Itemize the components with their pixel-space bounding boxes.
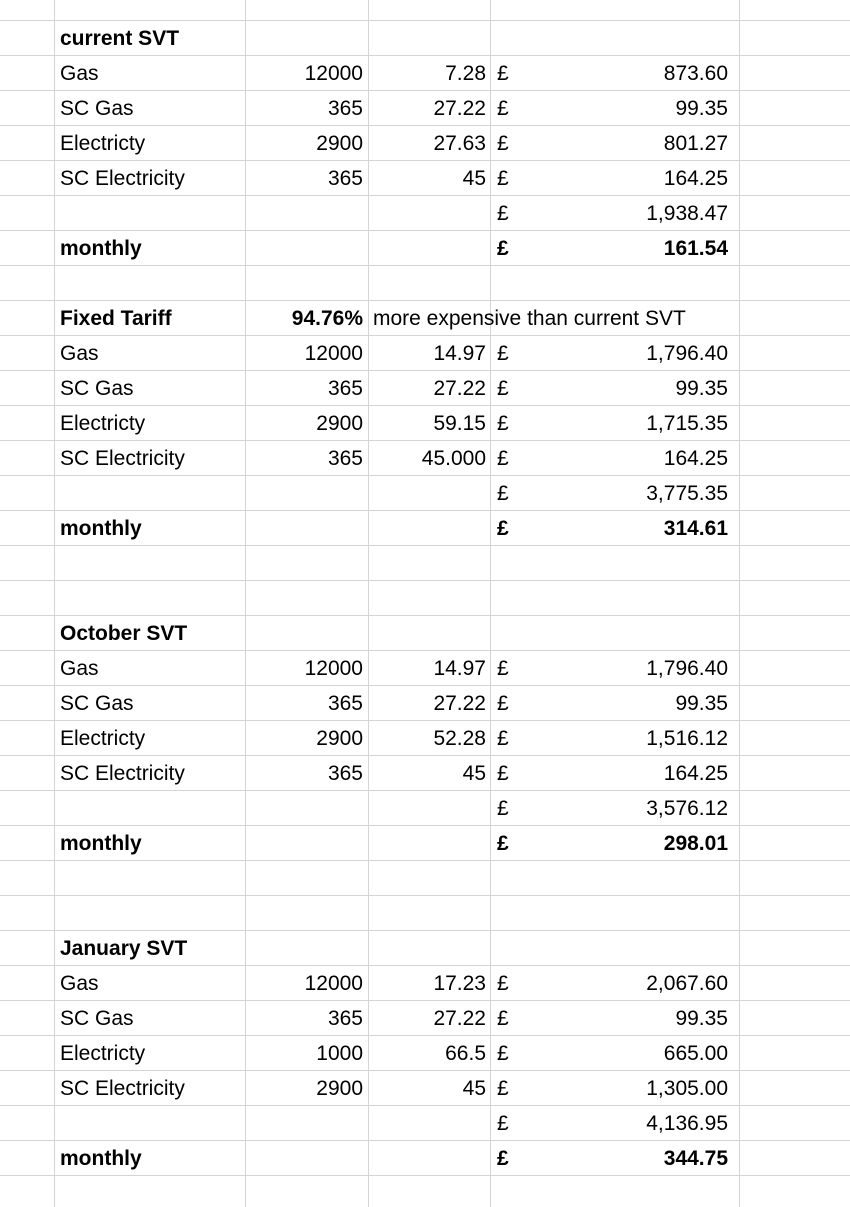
row-currency[interactable]: £: [497, 727, 509, 750]
row-rate[interactable]: 17.23: [433, 972, 486, 995]
monthly-amount[interactable]: 161.54: [663, 237, 728, 260]
row-currency[interactable]: £: [497, 1042, 509, 1065]
row-label[interactable]: Electricty: [60, 412, 146, 435]
row-label[interactable]: SC Electricity: [60, 1077, 185, 1100]
column-divider: [739, 0, 740, 1207]
row-quantity[interactable]: 2900: [316, 412, 363, 435]
total-amount[interactable]: 1,938.47: [646, 202, 728, 225]
row-quantity[interactable]: 12000: [304, 342, 363, 365]
row-divider: [0, 20, 850, 21]
section-title[interactable]: current SVT: [60, 27, 180, 50]
column-divider: [54, 0, 55, 1207]
row-currency[interactable]: £: [497, 62, 509, 85]
row-amount[interactable]: 873.60: [663, 62, 728, 85]
row-currency[interactable]: £: [497, 97, 509, 120]
row-currency[interactable]: £: [497, 342, 509, 365]
monthly-currency[interactable]: £: [497, 832, 509, 855]
row-label[interactable]: SC Gas: [60, 97, 134, 120]
row-rate[interactable]: 27.22: [433, 1007, 486, 1030]
monthly-amount[interactable]: 314.61: [663, 517, 728, 540]
row-amount[interactable]: 99.35: [675, 97, 728, 120]
row-amount[interactable]: 665.00: [663, 1042, 728, 1065]
row-quantity[interactable]: 12000: [304, 657, 363, 680]
row-currency[interactable]: £: [497, 657, 509, 680]
row-currency[interactable]: £: [497, 447, 509, 470]
row-amount[interactable]: 99.35: [675, 377, 728, 400]
total-amount[interactable]: 4,136.95: [646, 1112, 728, 1135]
row-label[interactable]: SC Electricity: [60, 447, 185, 470]
row-rate[interactable]: 27.22: [433, 692, 486, 715]
row-label[interactable]: SC Electricity: [60, 762, 185, 785]
comparison-note[interactable]: more expensive than current SVT: [373, 307, 686, 330]
row-currency[interactable]: £: [497, 132, 509, 155]
section-title[interactable]: Fixed Tariff: [60, 307, 172, 330]
row-currency[interactable]: £: [497, 1007, 509, 1030]
row-amount[interactable]: 1,516.12: [646, 727, 728, 750]
row-currency[interactable]: £: [497, 167, 509, 190]
row-label[interactable]: SC Gas: [60, 1007, 134, 1030]
row-label[interactable]: SC Gas: [60, 377, 134, 400]
row-quantity[interactable]: 365: [327, 692, 363, 715]
row-label[interactable]: SC Gas: [60, 692, 134, 715]
row-amount[interactable]: 164.25: [663, 762, 728, 785]
row-quantity[interactable]: 2900: [316, 727, 363, 750]
row-amount[interactable]: 2,067.60: [646, 972, 728, 995]
monthly-label[interactable]: monthly: [60, 237, 142, 260]
row-currency[interactable]: £: [497, 1077, 509, 1100]
monthly-amount[interactable]: 344.75: [663, 1147, 728, 1170]
row-currency[interactable]: £: [497, 762, 509, 785]
row-rate[interactable]: 45: [462, 1077, 486, 1100]
row-amount[interactable]: 1,715.35: [646, 412, 728, 435]
row-currency[interactable]: £: [497, 972, 509, 995]
row-label[interactable]: Electricty: [60, 132, 146, 155]
row-currency[interactable]: £: [497, 692, 509, 715]
row-rate[interactable]: 27.22: [433, 377, 486, 400]
row-quantity[interactable]: 365: [327, 377, 363, 400]
row-quantity[interactable]: 365: [327, 167, 363, 190]
row-quantity[interactable]: 365: [327, 762, 363, 785]
row-rate[interactable]: 52.28: [433, 727, 486, 750]
row-amount[interactable]: 164.25: [663, 167, 728, 190]
row-divider: [0, 300, 850, 301]
row-divider: [0, 615, 850, 616]
monthly-currency[interactable]: £: [497, 517, 509, 540]
row-quantity[interactable]: 12000: [304, 62, 363, 85]
row-currency[interactable]: £: [497, 412, 509, 435]
row-quantity[interactable]: 365: [327, 447, 363, 470]
row-rate[interactable]: 59.15: [433, 412, 486, 435]
column-divider: [490, 0, 491, 1207]
row-currency[interactable]: £: [497, 377, 509, 400]
row-label[interactable]: Gas: [60, 342, 99, 365]
column-divider: [368, 0, 369, 1207]
row-amount[interactable]: 801.27: [663, 132, 728, 155]
total-currency[interactable]: £: [497, 482, 509, 505]
row-label[interactable]: SC Electricity: [60, 167, 185, 190]
percent-difference[interactable]: 94.76%: [291, 307, 363, 330]
row-rate[interactable]: 7.28: [445, 62, 486, 85]
row-rate[interactable]: 14.97: [433, 657, 486, 680]
row-amount[interactable]: 99.35: [675, 1007, 728, 1030]
row-rate[interactable]: 45.000: [421, 447, 486, 470]
total-amount[interactable]: 3,775.35: [646, 482, 728, 505]
row-divider: [0, 580, 850, 581]
monthly-label[interactable]: monthly: [60, 517, 142, 540]
row-quantity[interactable]: 12000: [304, 972, 363, 995]
row-quantity[interactable]: 365: [327, 1007, 363, 1030]
row-label[interactable]: Electricty: [60, 727, 146, 750]
total-currency[interactable]: £: [497, 1112, 509, 1135]
monthly-label[interactable]: monthly: [60, 1147, 142, 1170]
row-rate[interactable]: 45: [462, 762, 486, 785]
row-rate[interactable]: 45: [462, 167, 486, 190]
row-quantity[interactable]: 365: [327, 97, 363, 120]
column-divider: [245, 0, 246, 1207]
monthly-currency[interactable]: £: [497, 237, 509, 260]
row-label[interactable]: Gas: [60, 657, 99, 680]
section-title[interactable]: October SVT: [60, 622, 188, 645]
total-currency[interactable]: £: [497, 797, 509, 820]
row-amount[interactable]: 1,796.40: [646, 657, 728, 680]
row-rate[interactable]: 14.97: [433, 342, 486, 365]
total-amount[interactable]: 3,576.12: [646, 797, 728, 820]
row-divider: [0, 895, 850, 896]
monthly-label[interactable]: monthly: [60, 832, 142, 855]
row-quantity[interactable]: 2900: [316, 1077, 363, 1100]
row-rate[interactable]: 66.5: [445, 1042, 486, 1065]
monthly-amount[interactable]: 298.01: [663, 832, 728, 855]
row-label[interactable]: Electricty: [60, 1042, 146, 1065]
row-amount[interactable]: 1,796.40: [646, 342, 728, 365]
row-rate[interactable]: 27.63: [433, 132, 486, 155]
row-rate[interactable]: 27.22: [433, 97, 486, 120]
monthly-currency[interactable]: £: [497, 1147, 509, 1170]
row-amount[interactable]: 164.25: [663, 447, 728, 470]
row-amount[interactable]: 1,305.00: [646, 1077, 728, 1100]
row-label[interactable]: Gas: [60, 62, 99, 85]
row-amount[interactable]: 99.35: [675, 692, 728, 715]
section-title[interactable]: January SVT: [60, 937, 188, 960]
row-label[interactable]: Gas: [60, 972, 99, 995]
total-currency[interactable]: £: [497, 202, 509, 225]
row-quantity[interactable]: 2900: [316, 132, 363, 155]
row-divider: [0, 930, 850, 931]
row-quantity[interactable]: 1000: [316, 1042, 363, 1065]
